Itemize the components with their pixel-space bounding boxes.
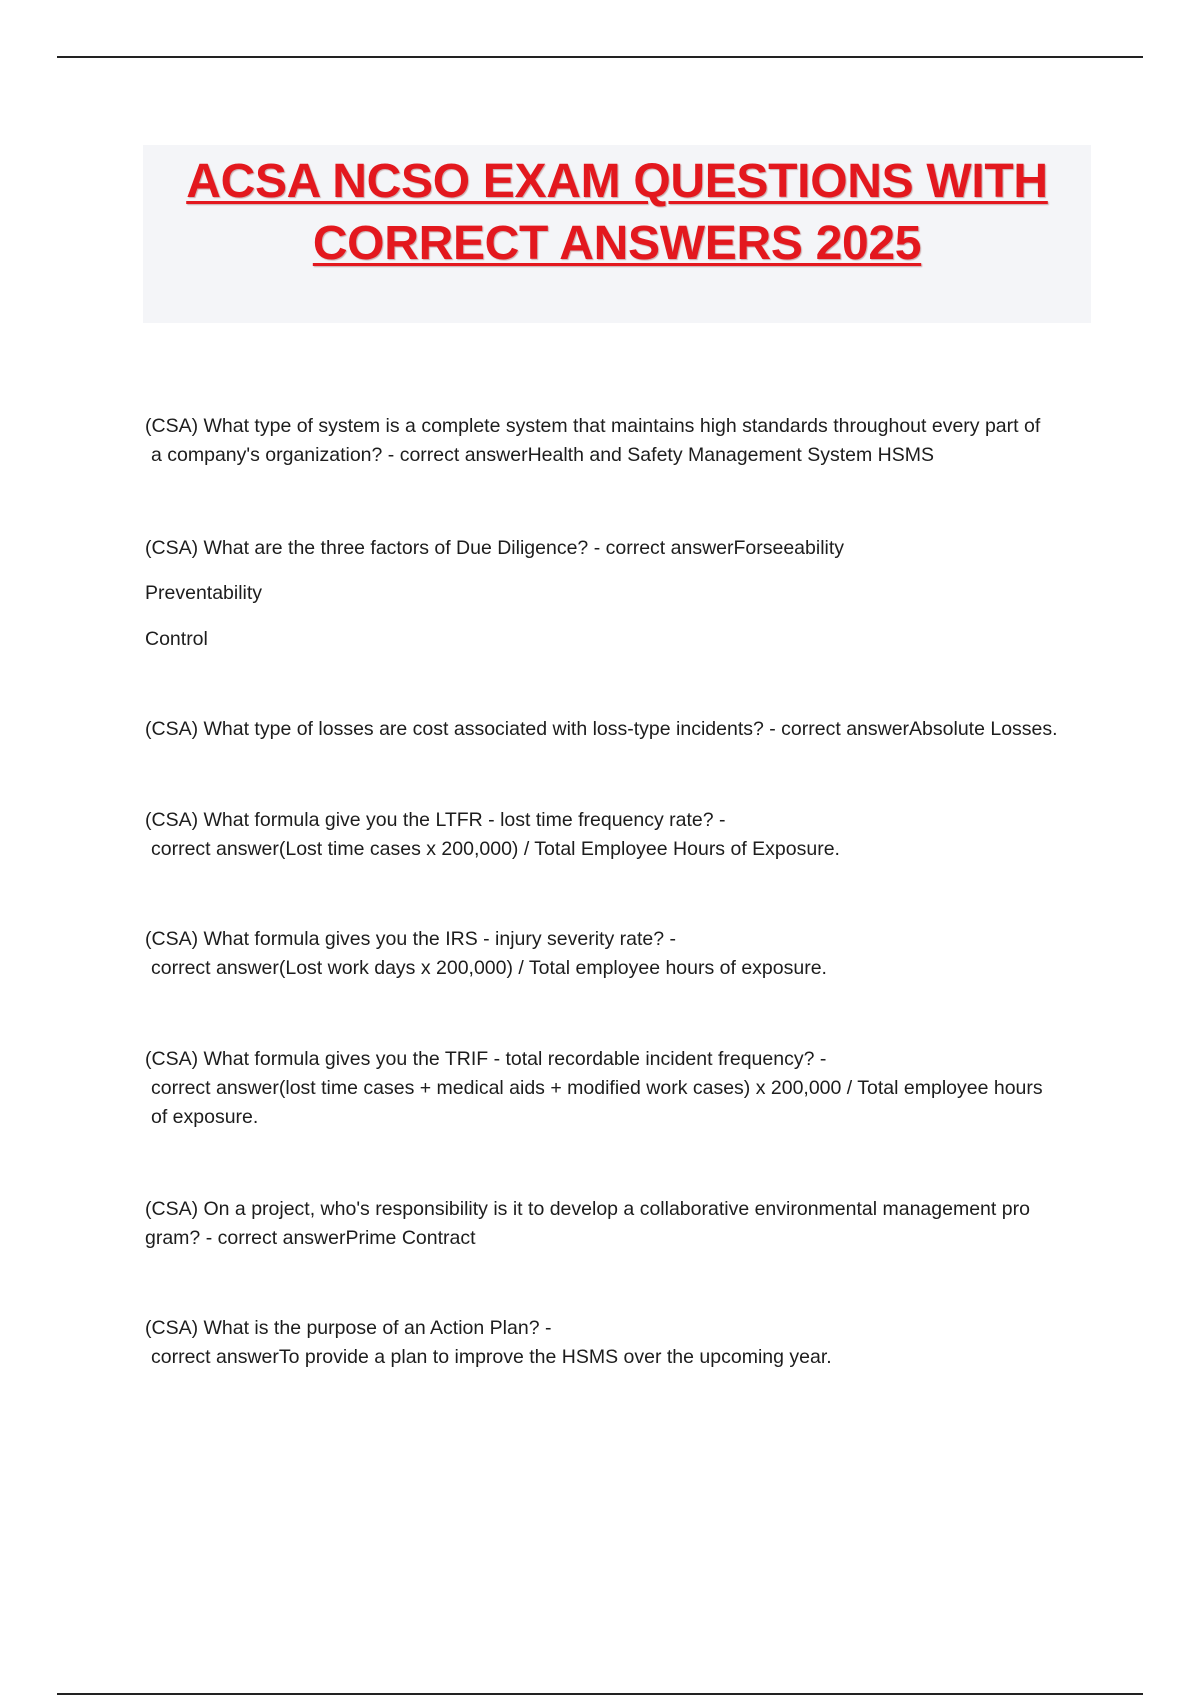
answer-text: correct answer(lost time cases + medical aids + modified work cases) x 200,000 / Total employee hours: [151, 1077, 1043, 1099]
answer-text: correct answerTo provide a plan to improve the HSMS over the upcoming year.: [151, 1346, 832, 1368]
answer-text: correct answer(Lost time cases x 200,000) / Total Employee Hours of Exposure.: [151, 838, 840, 860]
qa-item-6: [145, 1045, 1105, 1132]
title-line-1: ACSA NCSO EXAM QUESTIONS WITH: [186, 155, 1048, 208]
qa-item-5: [145, 925, 1105, 983]
qa-item-8: [145, 1314, 1105, 1372]
title-line-2: CORRECT ANSWERS 2025: [312, 217, 922, 270]
qa-item-3: [145, 715, 1105, 744]
question-text: (CSA) What formula gives you the TRIF - total recordable incident frequency? -: [145, 1048, 827, 1070]
answer-extra-preventability: Preventability: [145, 582, 263, 604]
answer-text: a company's organization? - correct answerHealth and Safety Management System HSMS: [151, 444, 935, 466]
qa-item-1: [145, 412, 1105, 470]
question-text: (CSA) What formula gives you the IRS - injury severity rate? -: [145, 928, 677, 950]
question-text: (CSA) On a project, who's responsibility is it to develop a collaborative environmental management pro: [145, 1198, 1030, 1220]
qa-item-4: [145, 806, 1105, 864]
question-text: (CSA) What type of losses are cost associated with loss-type incidents? - correct answerAbsolute Losses.: [145, 718, 1058, 740]
answer-extra-control: Control: [145, 628, 208, 650]
qa-item-7: [145, 1195, 1105, 1253]
answer-text-continued: of exposure.: [151, 1106, 259, 1128]
question-text: (CSA) What formula give you the LTFR - lost time frequency rate? -: [145, 809, 726, 831]
top-rule: [57, 56, 1143, 58]
qa-item-2: [145, 534, 1105, 563]
bottom-rule: [57, 1693, 1143, 1695]
question-text: (CSA) What is the purpose of an Action Plan? -: [145, 1317, 552, 1339]
question-text: (CSA) What are the three factors of Due Diligence? - correct answerForseeability: [145, 537, 845, 559]
answer-text: gram? - correct answerPrime Contract: [145, 1227, 476, 1249]
title-banner: [143, 145, 1091, 323]
answer-text: correct answer(Lost work days x 200,000) / Total employee hours of exposure.: [151, 957, 827, 979]
question-text: (CSA) What type of system is a complete system that maintains high standards throughout every part of: [145, 415, 1041, 437]
